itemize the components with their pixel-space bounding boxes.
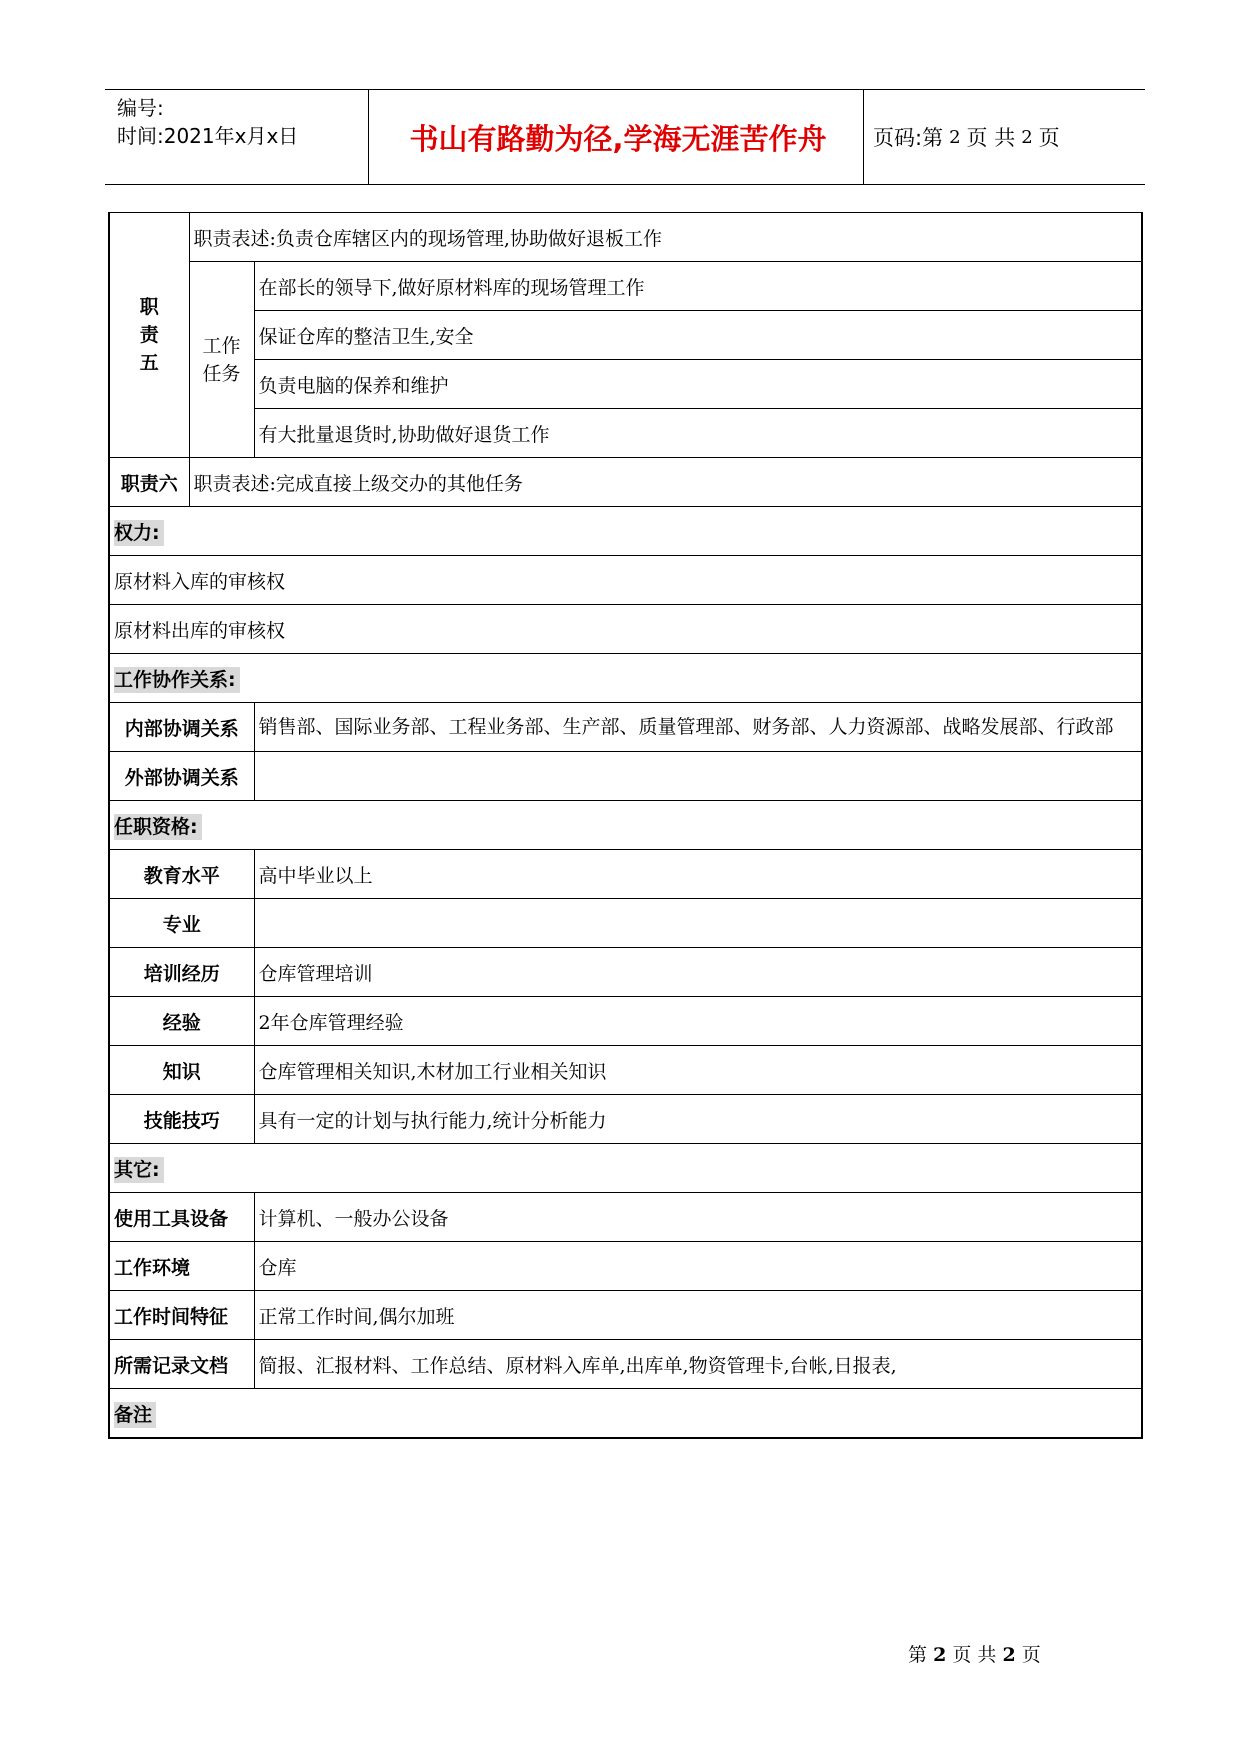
duty5-task: 在部长的领导下,做好原材料库的现场管理工作 [254, 262, 1142, 311]
other-row [109, 1291, 1142, 1340]
duty6-label: 职责六 [109, 458, 189, 507]
qualification-row [109, 850, 1142, 899]
internal-relations-value: 销售部、国际业务部、工程业务部、生产部、质量管理部、财务部、人力资源部、战略发展部、行政部 [254, 703, 1142, 752]
qualification-label: 教育水平 [109, 850, 254, 899]
duty6-row [109, 458, 1142, 507]
other-row [109, 1340, 1142, 1389]
external-relations-value [254, 752, 1142, 801]
footer-total: 2 [1002, 1644, 1016, 1666]
authority-title: 权力: [109, 507, 1142, 556]
qualification-value: 2年仓库管理经验 [254, 997, 1142, 1046]
qualification-label: 技能技巧 [109, 1095, 254, 1144]
qualifications-title: 任职资格: [109, 801, 1142, 850]
header-motto: 书山有路勤为径,学海无涯苦作舟 [409, 121, 827, 156]
duty5-label: 职 责 五 [109, 213, 189, 458]
duty5-task-row [109, 311, 1142, 360]
relations-title: 工作协作关系: [109, 654, 1142, 703]
duty5-task: 保证仓库的整洁卫生,安全 [254, 311, 1142, 360]
internal-relations-label: 内部协调关系 [109, 703, 254, 752]
internal-relations-row [109, 703, 1142, 752]
document-time: 时间:2021年x月x日 [117, 124, 299, 148]
authority-row [109, 605, 1142, 654]
other-row [109, 1193, 1142, 1242]
duty5-task: 负责电脑的保养和维护 [254, 360, 1142, 409]
job-description-table [108, 212, 1143, 1439]
qualification-row [109, 1046, 1142, 1095]
duty5-description: 职责表述:负责仓库辖区内的现场管理,协助做好退板工作 [189, 213, 1142, 262]
other-value: 仓库 [254, 1242, 1142, 1291]
qualification-label: 专业 [109, 899, 254, 948]
other-header-row [109, 1144, 1142, 1193]
document-number-label: 编号: [117, 96, 164, 120]
duty5-task-row [109, 409, 1142, 458]
qualification-row [109, 1095, 1142, 1144]
header-divider [863, 90, 864, 184]
relations-header-row [109, 654, 1142, 703]
authority-header-row [109, 507, 1142, 556]
qualification-row [109, 997, 1142, 1046]
authority-item: 原材料出库的审核权 [109, 605, 1142, 654]
footer-prefix: 第 [908, 1644, 928, 1666]
duty6-description: 职责表述:完成直接上级交办的其他任务 [189, 458, 1142, 507]
footer-middle: 页 共 [952, 1644, 997, 1666]
other-label: 所需记录文档 [109, 1340, 254, 1389]
other-value: 计算机、一般办公设备 [254, 1193, 1142, 1242]
other-label: 工作时间特征 [109, 1291, 254, 1340]
duty5-task-label: 工作 任务 [189, 262, 254, 458]
qualification-value [254, 899, 1142, 948]
qualifications-header-row [109, 801, 1142, 850]
authority-item: 原材料入库的审核权 [109, 556, 1142, 605]
page-middle: 页 共 [966, 126, 1016, 150]
qualification-value: 高中毕业以上 [254, 850, 1142, 899]
other-value: 正常工作时间,偶尔加班 [254, 1291, 1142, 1340]
page-suffix: 页 [1038, 126, 1060, 150]
qualification-row [109, 899, 1142, 948]
header-divider [368, 90, 369, 184]
other-row [109, 1242, 1142, 1291]
qualification-value: 仓库管理相关知识,木材加工行业相关知识 [254, 1046, 1142, 1095]
duty5-description-row [109, 213, 1142, 262]
duty5-task: 有大批量退货时,协助做好退货工作 [254, 409, 1142, 458]
remarks-title: 备注 [109, 1389, 1142, 1439]
qualification-row [109, 948, 1142, 997]
duty5-task-row [109, 360, 1142, 409]
page-footer [908, 1640, 1041, 1667]
qualification-label: 经验 [109, 997, 254, 1046]
qualification-label: 培训经历 [109, 948, 254, 997]
page-current: 2 [949, 126, 961, 148]
remarks-row [109, 1389, 1142, 1439]
qualification-value: 具有一定的计划与执行能力,统计分析能力 [254, 1095, 1142, 1144]
footer-suffix: 页 [1021, 1644, 1041, 1666]
qualification-label: 知识 [109, 1046, 254, 1095]
other-label: 使用工具设备 [109, 1193, 254, 1242]
footer-current: 2 [933, 1644, 947, 1666]
other-value: 简报、汇报材料、工作总结、原材料入库单,出库单,物资管理卡,台帐,日报表, [254, 1340, 1142, 1389]
authority-row [109, 556, 1142, 605]
other-label: 工作环境 [109, 1242, 254, 1291]
external-relations-label: 外部协调关系 [109, 752, 254, 801]
external-relations-row [109, 752, 1142, 801]
header-left [117, 94, 298, 150]
other-title: 其它: [109, 1144, 1142, 1193]
header-page-info [873, 90, 1060, 184]
page-prefix: 页码:第 [873, 126, 944, 150]
duty5-task-row [109, 262, 1142, 311]
page-total: 2 [1021, 126, 1033, 148]
page-header [105, 89, 1145, 185]
qualification-value: 仓库管理培训 [254, 948, 1142, 997]
